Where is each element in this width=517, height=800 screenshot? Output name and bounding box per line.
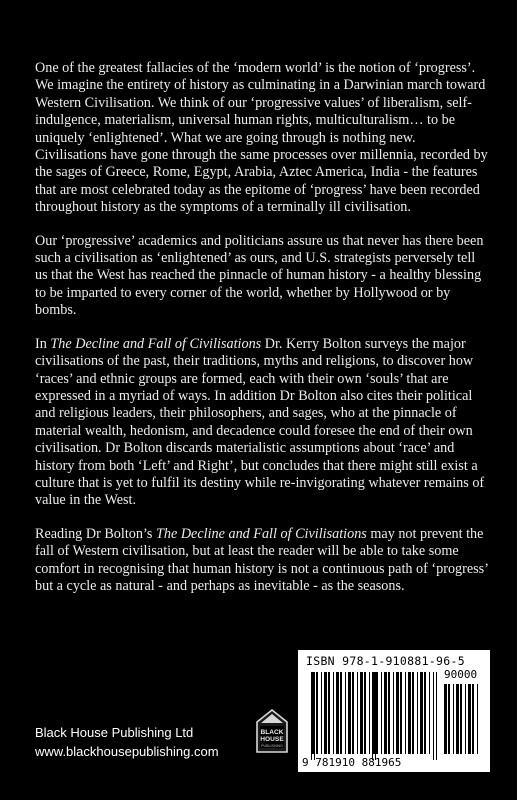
barcode-bar xyxy=(393,672,394,754)
barcode-bar xyxy=(381,672,382,754)
barcode-bar xyxy=(384,672,387,754)
barcode-bar xyxy=(448,684,450,754)
barcode-bar xyxy=(352,672,354,754)
barcode-bar xyxy=(468,684,471,754)
barcode-bar xyxy=(444,684,447,754)
barcode-bar xyxy=(453,684,454,754)
barcode-bar xyxy=(316,672,318,754)
barcode-bar xyxy=(369,672,370,754)
barcode-bar xyxy=(357,672,358,754)
book-title-italic: The Decline and Fall of Civilisations xyxy=(50,335,262,352)
barcode-bar xyxy=(333,672,334,754)
isbn-label: ISBN 978-1-910881-96-5 xyxy=(306,654,465,668)
barcode-bar xyxy=(396,672,399,754)
isbn-barcode xyxy=(298,650,490,772)
barcode-bar xyxy=(345,672,346,754)
barcode-guard-bar xyxy=(433,672,434,760)
barcode-bar xyxy=(408,672,411,754)
barcode-guard-bar xyxy=(314,672,315,760)
barcode-ean-digits: 9 781910 881965 xyxy=(302,756,402,769)
blurb-paragraph-1: One of the greatest fallacies of the ‘modern world’ is the notion of ‘progress’. We imagine the entirety of history as culminating in a Darwinian march toward Western Civilisation. We think of our ‘progressive values’ of liberalism, self-indulgence, materialism, universal human rights, multiculturalism… to be uniquely ‘enlightened’. What we are going through is nothing new. Civilisations have gone through the same processes over millennia, recorded by the sages of Greece, Rome, Egypt, Arabia, Aztec America, India - the features that are most celebrated today as the epitome of ‘progress’ have been recorded throughout history as the symptoms of a terminally ill civilisation. xyxy=(35,60,488,216)
barcode-guard-bar xyxy=(311,672,312,760)
publisher-logo-icon xyxy=(255,708,289,754)
logo-word-publishing: PUBLISHING xyxy=(261,744,283,748)
blurb-text xyxy=(35,60,490,611)
barcode-bar xyxy=(388,672,390,754)
barcode-bar xyxy=(420,672,423,754)
barcode-bar xyxy=(477,684,478,754)
barcode-bar xyxy=(376,672,378,754)
barcode-bar xyxy=(472,684,474,754)
barcode-bar xyxy=(429,672,430,754)
barcode-bar xyxy=(360,672,363,754)
publisher-name: Black House Publishing Ltd xyxy=(35,725,194,740)
publisher-info xyxy=(35,723,219,761)
barcode-guard-bar xyxy=(375,672,376,760)
barcode-addon-digits: 90000 xyxy=(444,668,478,681)
logo-word-house: HOUSE xyxy=(260,736,284,743)
logo-word-black: BLACK xyxy=(260,729,284,736)
publisher-website: www.blackhousepublishing.com xyxy=(35,744,219,759)
barcode-guard-bar xyxy=(436,672,437,760)
barcode-guard-bar xyxy=(372,672,373,760)
barcode-bar xyxy=(324,672,327,754)
barcode-bar xyxy=(336,672,339,754)
barcode-bar xyxy=(321,672,322,754)
barcode-bar xyxy=(412,672,414,754)
barcode-bar xyxy=(465,684,466,754)
barcode-bar xyxy=(348,672,351,754)
barcode-bar xyxy=(328,672,330,754)
blurb-paragraph-2: Our ‘progressive’ academics and politicians assure us that never has there been such a civilisation as ‘enlightened’ as ours, and U.S. strategists perversely tell us that the West has reached the pinnacle of human history - a healthy blessing to be imparted to every corner of the world, whether by Hollywood or by bombs. xyxy=(35,232,484,319)
barcode-bar xyxy=(340,672,342,754)
blurb-paragraph-3: In The Decline and Fall of Civilisations Dr. Kerry Bolton surveys the major civilisations of the past, their traditions, myths and religions, to discover how ‘races’ and ethnic groups are formed, each with their own ‘souls’ that are expressed in a myriad of ways. In addition Dr Bolton also cites their political and religious leaders, their philosophers, and sages, who at the pinnacle of material wealth, hedonism, and decadence could foresee the end of their own civilisation. Dr Bolton discards materialistic assumptions about ‘race’ and history from both ‘Left’ and Right’, but concludes that there might still exist a culture that is yet to fulfil its destiny while re-invigorating whatever remains of value in the West. xyxy=(35,335,485,509)
book-title-italic: The Decline and Fall of Civilisations xyxy=(155,525,367,542)
barcode-bar xyxy=(460,684,462,754)
blurb-paragraph-4: Reading Dr Bolton’s The Decline and Fall of Civilisations may not prevent the fall of Western civilisation, but at least the reader will be able to take some comfort in recognising that human history is not a continuous path of ‘progress’ but a cycle as natural - and perhaps as inevitable - as the seasons. xyxy=(35,525,488,594)
barcode-bar xyxy=(417,672,418,754)
barcode-bar xyxy=(364,672,366,754)
barcode-bar xyxy=(424,672,426,754)
barcode-bar xyxy=(405,672,406,754)
barcode-bar xyxy=(456,684,459,754)
barcode-bar xyxy=(400,672,402,754)
